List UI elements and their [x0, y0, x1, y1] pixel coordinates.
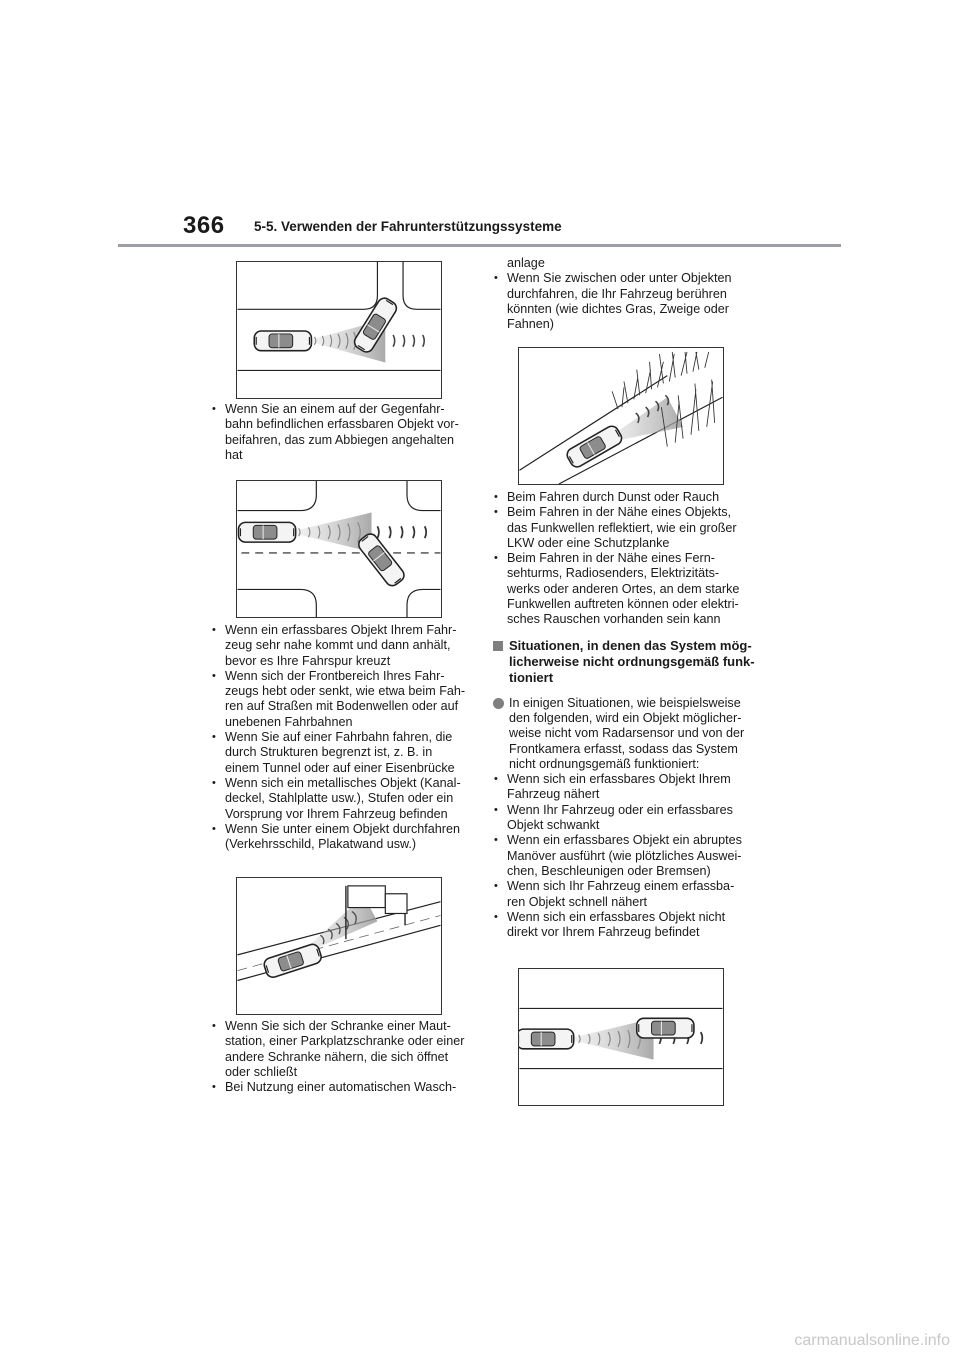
paragraph-text: In einigen Situationen, wie beispielsweise den folgenden, wird ein Objekt möglicher- weise nicht vom Radarsensor und von der Frontkamera erfasst, sodass das System nicht ordnungsgemäß funktioniert: [509, 695, 745, 771]
bullet-list [493, 490, 759, 628]
left-column-block3 [211, 1019, 469, 1095]
list-item: • Wenn sich ein metallisches Objekt (Kanal- deckel, Stahlplatte usw.), Stufen oder ein Vorsprung vor Ihrem Fahrzeug befinden [211, 776, 469, 822]
right-column-block2 [493, 490, 759, 940]
list-item: • Wenn sich ein erfassbares Objekt nicht direkt vor Ihrem Fahrzeug befindet [493, 910, 759, 941]
figure-oncoming-turning-car [236, 261, 442, 399]
list-item: • Wenn ein erfassbares Objekt Ihrem Fahr- zeug sehr nahe kommt und dann anhält, bevor es Ihre Fahrspur kreuzt [211, 623, 469, 669]
heading-text: Situationen, in denen das System mög- licherweise nicht ordnungsgemäß funk- tioniert [509, 637, 755, 685]
list-item: • Beim Fahren durch Dunst oder Rauch [493, 490, 759, 505]
list-item: • Bei Nutzung einer automatischen Wasch- [211, 1080, 469, 1095]
page-header [0, 0, 960, 250]
bullet-list [211, 623, 469, 852]
list-item: • Wenn Sie unter einem Objekt durchfahren (Verkehrsschild, Plakatwand usw.) [211, 822, 469, 853]
list-item: • Wenn Ihr Fahrzeug oder ein erfassbares Objekt schwankt [493, 803, 759, 834]
continued-text: anlage [507, 256, 545, 270]
list-item: • Wenn Sie an einem auf der Gegenfahr- bahn befindlichen erfassbaren Objekt vor- beifahren, das zum Abbiegen angehalten hat [211, 402, 469, 463]
list-item: • Wenn Sie zwischen oder unter Objekten durchfahren, die Ihr Fahrzeug berühren könnten (wie dichtes Gras, Zweige oder Fahnen) [493, 271, 759, 332]
section-title: 5-5. Verwenden der Fahrunterstützungssysteme [254, 219, 562, 234]
watermark: carmanualsonline.info [794, 1332, 950, 1349]
square-bullet-icon [493, 641, 503, 651]
figure-offset-vehicle [518, 968, 724, 1106]
bullet-list [211, 402, 469, 463]
left-column [211, 402, 469, 463]
list-item: • Wenn Sie auf einer Fahrbahn fahren, die durch Strukturen begrenzt ist, z. B. in einem Tunnel oder auf einer Eisenbrücke [211, 730, 469, 776]
list-item: • Wenn sich Ihr Fahrzeug einem erfassba- ren Objekt schnell nähert [493, 879, 759, 910]
figure-dense-grass [518, 347, 724, 485]
bullet-list [211, 1019, 469, 1095]
figure-crossing-vehicle [236, 480, 442, 618]
list-item: • Wenn sich ein erfassbares Objekt Ihrem Fahrzeug nähert [493, 772, 759, 803]
circle-bullet-icon [493, 698, 504, 709]
right-column [493, 256, 759, 332]
section-heading [493, 638, 759, 686]
left-column-block2 [211, 623, 469, 852]
list-item: • Beim Fahren in der Nähe eines Objekts, das Funkwellen reflektiert, wie ein großer LKW oder eine Schutzplanke [493, 505, 759, 551]
bullet-list [493, 772, 759, 940]
list-item: • Wenn ein erfassbares Objekt ein abruptes Manöver ausführt (wie plötzliches Auswei- chen, Beschleunigen oder Bremsen) [493, 833, 759, 879]
list-item: • Wenn Sie sich der Schranke einer Maut- station, einer Parkplatzschranke oder einer andere Schranke nähern, die sich öffnet oder schließt [211, 1019, 469, 1080]
list-item: • Wenn sich der Frontbereich Ihres Fahr- zeugs hebt oder senkt, wie etwa beim Fah- ren auf Straßen mit Bodenwellen oder auf unebenen Fahrbahnen [211, 669, 469, 730]
bullet-list [493, 271, 759, 332]
list-item: • Beim Fahren in der Nähe eines Fern- sehturms, Radiosenders, Elektrizitäts- werks oder anderen Ortes, an dem starke Funkwellen auftreten können oder elektri- sches Rauschen vorhanden sein kann [493, 551, 759, 627]
page-number: 366 [183, 212, 225, 239]
figure-overhead-sign [236, 877, 442, 1015]
intro-paragraph [493, 696, 759, 772]
header-rule [118, 244, 841, 247]
